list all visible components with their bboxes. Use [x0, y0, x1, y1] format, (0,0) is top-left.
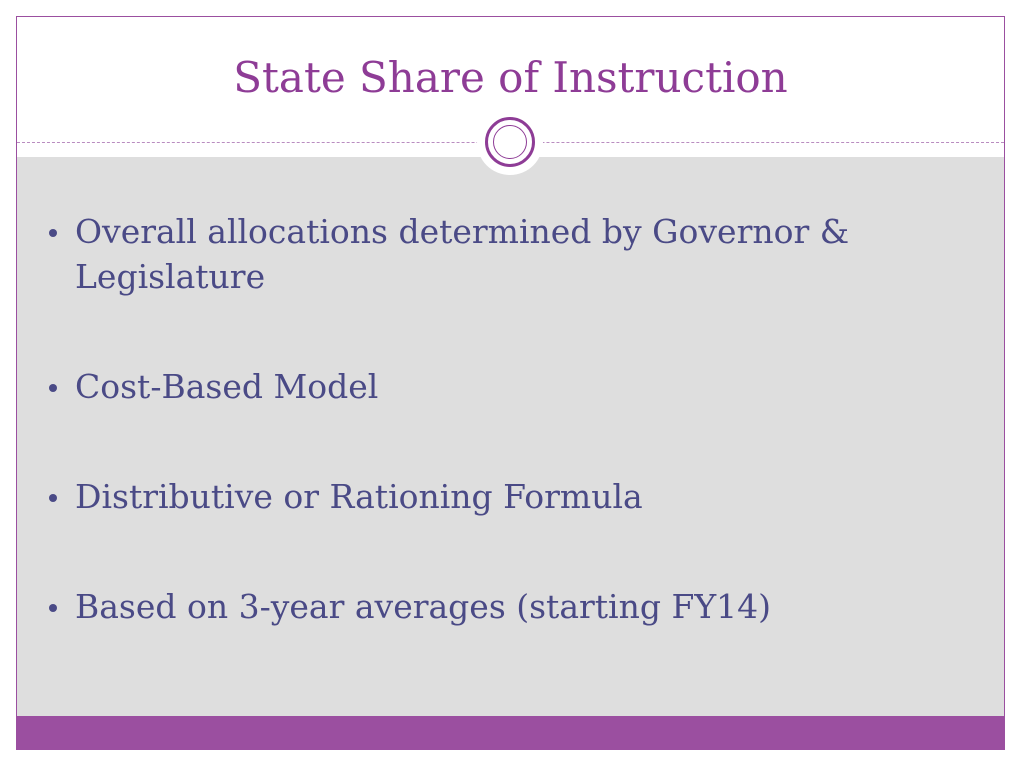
bullet-text: Distributive or Rationing Formula — [75, 477, 643, 516]
ornament-outer-ring — [485, 117, 535, 167]
double-circle-ornament-icon — [477, 109, 543, 175]
bullet-text: Cost-Based Model — [75, 367, 379, 406]
bullet-list — [45, 209, 925, 694]
footer-bar — [17, 716, 1004, 750]
bullet-dot-icon — [49, 384, 57, 392]
slide — [16, 16, 1005, 750]
bullet-dot-icon — [49, 229, 57, 237]
content-area — [17, 157, 1004, 716]
ornament-inner-ring — [493, 125, 527, 159]
bullet-dot-icon — [49, 494, 57, 502]
bullet-item — [45, 474, 925, 519]
bullet-item — [45, 209, 925, 299]
bullet-item — [45, 364, 925, 409]
slide-title: State Share of Instruction — [233, 53, 788, 102]
bullet-dot-icon — [49, 604, 57, 612]
bullet-text: Based on 3-year averages (starting FY14) — [75, 587, 771, 626]
bullet-text: Overall allocations determined by Governor & Legislature — [75, 212, 850, 296]
bullet-item — [45, 584, 925, 629]
